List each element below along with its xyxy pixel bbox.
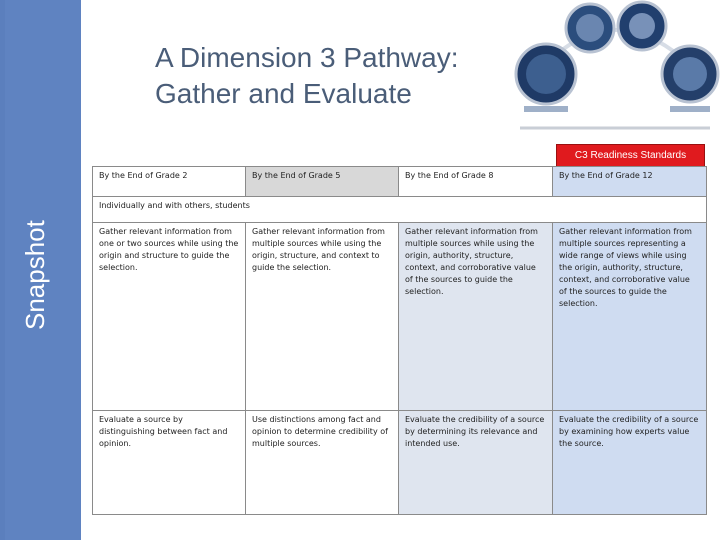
- gather-grade-12: Gather relevant information from multiple sources representing a wide range of views while using the origin, authority, structure, context, and corroborative value of the sources to guide the selection.: [553, 223, 707, 411]
- collage-photo-detail-2: [576, 14, 604, 42]
- title-line-2: Gather and Evaluate: [155, 78, 412, 109]
- evaluate-grade-5: Use distinctions among fact and opinion to determine credibility of multiple sources.: [246, 411, 399, 515]
- gather-grade-8: Gather relevant information from multiple sources while using the origin, authority, structure, context, and corroborative value of the sources to guide the selection.: [399, 223, 553, 411]
- header-grade-8: By the End of Grade 8: [399, 167, 553, 197]
- header-grade-5: By the End of Grade 5: [246, 167, 399, 197]
- table-row: [93, 411, 707, 515]
- header-grade-12: By the End of Grade 12: [553, 167, 707, 197]
- snapshot-label: Snapshot: [20, 220, 50, 330]
- grade-header-row: [93, 167, 707, 197]
- collage-caption-bar-2: [670, 106, 710, 112]
- standards-table: [92, 166, 707, 515]
- collage-photo-detail-1: [526, 54, 566, 94]
- gather-grade-5: Gather relevant information from multiple sources while using the origin, structure, and context to guide the selection.: [246, 223, 399, 411]
- evaluate-grade-8: Evaluate the credibility of a source by determining its relevance and intended use.: [399, 411, 553, 515]
- collage-photo-detail-4: [673, 57, 707, 91]
- photo-collage-graphic: [510, 0, 720, 135]
- title-line-1: A Dimension 3 Pathway:: [155, 42, 459, 73]
- collage-photo-detail-3: [629, 13, 655, 39]
- readiness-standards-banner: C3 Readiness Standards: [556, 144, 705, 167]
- evaluate-grade-12: Evaluate the credibility of a source by examining how experts value the source.: [553, 411, 707, 515]
- intro-text: Individually and with others, students: [93, 197, 707, 223]
- table-row: [93, 223, 707, 411]
- evaluate-grade-2: Evaluate a source by distinguishing between fact and opinion.: [93, 411, 246, 515]
- left-sidebar-band: [0, 0, 81, 540]
- gather-grade-2: Gather relevant information from one or two sources while using the origin and structure to guide the selection.: [93, 223, 246, 411]
- intro-row: [93, 197, 707, 223]
- header-grade-2: By the End of Grade 2: [93, 167, 246, 197]
- slide-title: [155, 40, 495, 112]
- collage-caption-bar-1: [524, 106, 568, 112]
